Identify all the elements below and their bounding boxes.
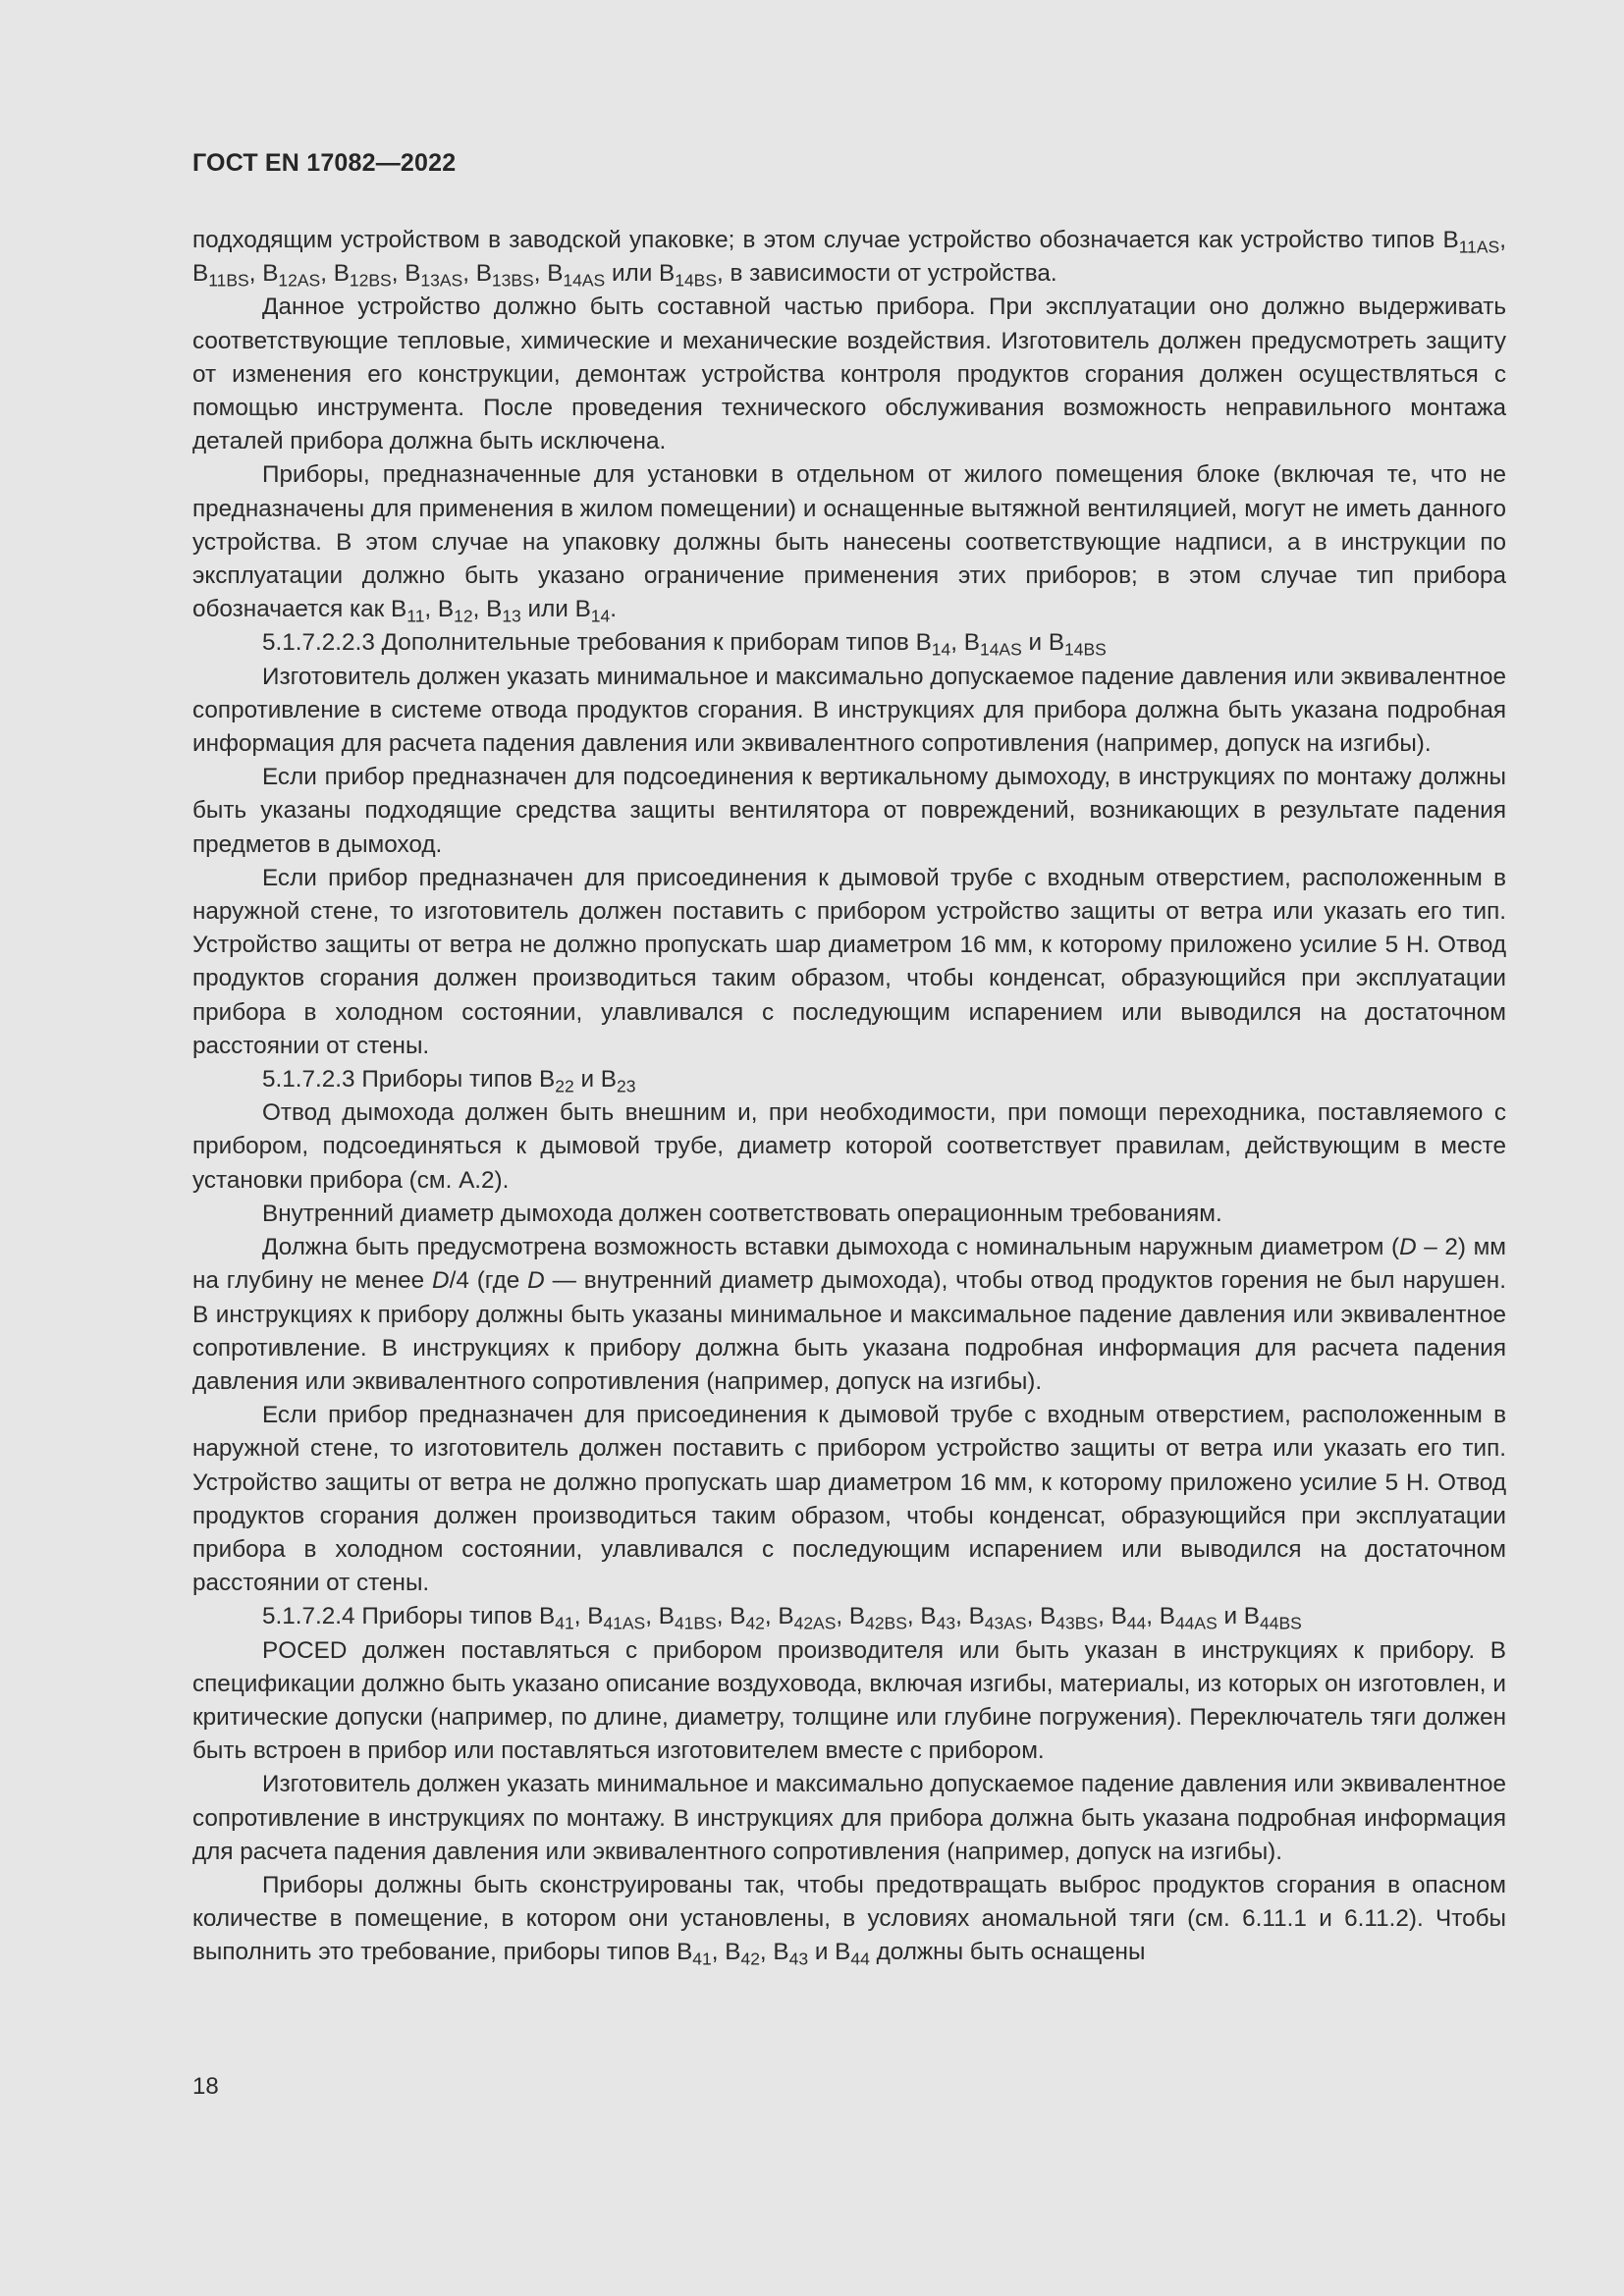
text-run: , B xyxy=(1026,1603,1056,1630)
text-run: , B xyxy=(248,260,279,288)
text-run: , B xyxy=(906,1603,937,1630)
text-run: Данное устройство должно быть составной частью прибора. При эксплуатации оно должно выдерживать соответствующие тепловые, химические и механические воздействия. Изготовитель должен предусмотреть защиту от изменения его конструкции, демонтаж устройства контроля продуктов сгорания должен осуществляться с помощью инструмента. После проведения технического обслуживания возможность неправильного монтажа деталей прибора должна быть исключена. xyxy=(192,294,1506,455)
paragraph xyxy=(192,291,1506,458)
paragraph xyxy=(192,458,1506,626)
italic-text: D xyxy=(432,1267,450,1295)
subscript-text: 41BS xyxy=(674,1613,717,1633)
subscript-text: 44BS xyxy=(1260,1613,1302,1633)
subscript-text: 14BS xyxy=(675,270,718,291)
text-run: должны быть оснащены xyxy=(869,1939,1146,1966)
text-run: 5.1.7.2.4 Приборы типов B xyxy=(262,1603,556,1630)
subscript-text: 42 xyxy=(740,1949,760,1969)
paragraph xyxy=(192,1096,1506,1198)
paragraph xyxy=(192,1768,1506,1869)
subscript-text: 14BS xyxy=(1064,640,1107,661)
text-run: , B xyxy=(472,596,503,623)
text-run: Изготовитель должен указать минимальное и максимально допускаемое падение давления или эквивалентное сопротивление в инструкциях по монтажу. В инструкциях для прибора должна быть указана подробная информация для расчета падения давления или эквивалентного сопротивления (например, допуск на изгибы). xyxy=(192,1771,1506,1865)
text-run: , B xyxy=(950,629,980,657)
paragraph xyxy=(192,862,1506,1063)
subscript-text: 42 xyxy=(745,1613,765,1633)
subscript-text: 44 xyxy=(1126,1613,1147,1633)
text-run: и B xyxy=(1217,1603,1261,1630)
text-run: , B xyxy=(391,260,421,288)
subscript-text: 23 xyxy=(617,1076,636,1096)
subscript-text: 44 xyxy=(850,1949,870,1969)
text-run: , B xyxy=(836,1603,866,1630)
document-header: ГОСТ EN 17082—2022 xyxy=(192,149,457,177)
text-run: , B xyxy=(711,1939,741,1966)
text-run: Внутренний диаметр дымохода должен соответствовать операционным требованиям. xyxy=(262,1200,1222,1227)
text-run: Должна быть предусмотрена возможность вставки дымохода с номинальным наружным диаметром ( xyxy=(262,1234,1400,1261)
subscript-text: 43 xyxy=(936,1613,956,1633)
subscript-text: 43 xyxy=(788,1949,809,1969)
subscript-text: 22 xyxy=(555,1076,574,1096)
text-run: , B xyxy=(764,1603,794,1630)
text-run: подходящим устройством в заводской упаковке; в этом случае устройство обозначается как устройство типов B xyxy=(192,227,1459,253)
text-run: — внутренний диаметр дымохода), чтобы отвод продуктов горения не был нарушен. В инструкциях к прибору должны быть указаны минимальное и максимальное падение давления или эквивалентное сопротивление. В инструкциях к прибору должна быть указана подробная информация для расчета падения давления или эквивалентного сопротивления (например, допуск на изгибы). xyxy=(192,1267,1506,1395)
text-run: и B xyxy=(808,1939,851,1966)
subscript-text: 14 xyxy=(590,606,611,626)
subscript-text: 13 xyxy=(502,606,521,626)
text-run: Приборы должны быть сконструированы так, чтобы предотвращать выброс продуктов сгорания в опасном количестве в помещение, в котором они установлены, в условиях аномальной тяги (см. 6.11.1 и 6.11.2). Чтобы выполнить это требование, приборы типов B xyxy=(192,1871,1506,1966)
text-run: и B xyxy=(1021,629,1065,657)
text-run: Отвод дымохода должен быть внешним и, при необходимости, при помощи переходника, поставляемого с прибором, подсоединяться к дымовой трубе, диаметр которой соответствует правилам, действующим в месте установки прибора (см. А.2). xyxy=(192,1099,1506,1194)
text-run: , B xyxy=(716,1603,746,1630)
paragraph xyxy=(192,1869,1506,1970)
text-run: Изготовитель должен указать минимальное и максимально допускаемое падение давления или эквивалентное сопротивление в системе отвода продуктов сгорания. В инструкциях для прибора должна быть указана подробная информация для расчета падения давления или эквивалентного сопротивления (например, допуск на изгибы). xyxy=(192,663,1506,758)
text-run: Если прибор предназначен для присоединения к дымовой трубе с входным отверстием, расположенным в наружной стене, то изготовитель должен поставить с прибором устройство защиты от ветра или указать его тип. Устройство защиты от ветра не должно пропускать шар диаметром 16 мм, к которому приложено усилие 5 Н. Отвод продуктов сгорания должен производиться таким образом, чтобы конденсат, образующийся при эксплуатации прибора в холодном состоянии, улавливался с последующим испарением или выводился на достаточном расстоянии от стены. xyxy=(192,1402,1506,1597)
text-run: , B xyxy=(1146,1603,1175,1630)
text-run: , B xyxy=(573,1603,604,1630)
paragraph xyxy=(192,661,1506,762)
subscript-text: 41 xyxy=(692,1949,712,1969)
text-run: . xyxy=(610,596,618,623)
subscript-text: 11BS xyxy=(208,270,249,291)
italic-text: D xyxy=(1399,1234,1417,1261)
subscript-text: 13BS xyxy=(491,270,534,291)
text-run: или B xyxy=(605,260,676,288)
paragraph xyxy=(192,1063,1506,1096)
subscript-text: 14AS xyxy=(563,270,606,291)
paragraph xyxy=(192,1198,1506,1231)
paragraph xyxy=(192,1231,1506,1399)
paragraph xyxy=(192,1634,1506,1769)
text-run: Если прибор предназначен для подсоединения к вертикальному дымоходу, в инструкциях по монтажу должны быть указаны подходящие средства защиты вентилятора от повреждений, возникающих в результате падения предметов в дымоход. xyxy=(192,764,1506,858)
subscript-text: 11 xyxy=(406,606,425,626)
text-run: – 2) мм на глубину не менее xyxy=(192,1234,1506,1295)
text-run: , B xyxy=(192,227,1506,288)
text-run: , в зависимости от устройства. xyxy=(717,260,1057,288)
subscript-text: 43BS xyxy=(1056,1613,1099,1633)
subscript-text: 44AS xyxy=(1174,1613,1218,1633)
paragraph xyxy=(192,761,1506,862)
subscript-text: 12BS xyxy=(349,270,392,291)
text-run: , B xyxy=(645,1603,675,1630)
text-run: , B xyxy=(533,260,564,288)
subscript-text: 41 xyxy=(555,1613,574,1633)
text-run: и B xyxy=(573,1066,617,1094)
subscript-text: 12 xyxy=(454,606,473,626)
subscript-text: 11AS xyxy=(1458,237,1500,257)
italic-text: D xyxy=(527,1267,545,1295)
text-run: , B xyxy=(1098,1603,1127,1630)
paragraph xyxy=(192,224,1506,291)
subscript-text: 42BS xyxy=(865,1613,907,1633)
text-run: , B xyxy=(320,260,350,288)
text-run: 5.1.7.2.2.3 Дополнительные требования к приборам типов B xyxy=(262,629,932,657)
subscript-text: 12AS xyxy=(278,270,321,291)
text-run: , B xyxy=(759,1939,789,1966)
text-run: Приборы, предназначенные для установки в отдельном от жилого помещения блоке (включая те, что не предназначены для применения в жилом помещении) и оснащенные вытяжной вентиляцией, могут не иметь данного устройства. В этом случае на упаковку должны быть нанесены соответствующие надписи, а в инструкции по эксплуатации должно быть указано ограничение применения этих приборов; в этом случае тип прибора обозначается как B xyxy=(192,461,1506,623)
paragraph xyxy=(192,626,1506,660)
subscript-text: 14AS xyxy=(979,640,1022,661)
text-run: , B xyxy=(462,260,492,288)
paragraph xyxy=(192,1399,1506,1600)
page-number: 18 xyxy=(192,2073,219,2100)
paragraph xyxy=(192,1600,1506,1633)
text-run: POCED должен поставляться с прибором производителя или быть указан в инструкциях к прибору. В спецификации должно быть указано описание воздуховода, включая изгибы, материалы, из которых он изготовлен, и критические допуски (например, по длине, диаметру, толщине или глубине погружения). Переключатель тяги должен быть встроен в прибор или поставляться изготовителем вместе с прибором. xyxy=(192,1636,1506,1765)
subscript-text: 14 xyxy=(931,640,951,661)
text-run: /4 (где xyxy=(449,1267,528,1295)
subscript-text: 13AS xyxy=(420,270,463,291)
subscript-text: 42AS xyxy=(793,1613,837,1633)
document-body xyxy=(192,224,1506,1970)
subscript-text: 43AS xyxy=(984,1613,1027,1633)
text-run: 5.1.7.2.3 Приборы типов B xyxy=(262,1066,556,1094)
text-run: , B xyxy=(955,1603,985,1630)
text-run: , B xyxy=(424,596,455,623)
text-run: или B xyxy=(520,596,591,623)
text-run: Если прибор предназначен для присоединения к дымовой трубе с входным отверстием, расположенным в наружной стене, то изготовитель должен поставить с прибором устройство защиты от ветра или указать его тип. Устройство защиты от ветра не должно пропускать шар диаметром 16 мм, к которому приложено усилие 5 Н. Отвод продуктов сгорания должен производиться таким образом, чтобы конденсат, образующийся при эксплуатации прибора в холодном состоянии, улавливался с последующим испарением или выводился на достаточном расстоянии от стены. xyxy=(192,864,1506,1059)
subscript-text: 41AS xyxy=(603,1613,646,1633)
